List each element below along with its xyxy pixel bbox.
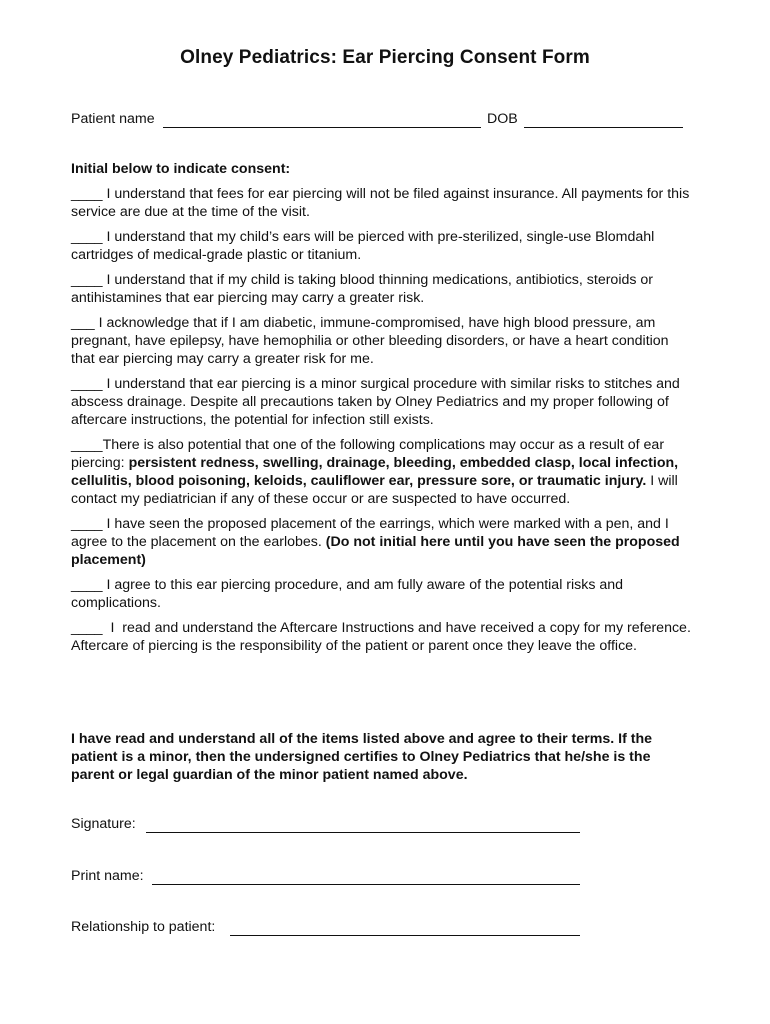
initial-blank[interactable]: ____ [71, 620, 103, 636]
consent-text: I read and understand the Aftercare Instructions and have received a copy for my reference. Aftercare of piercing is the responsibility of the patient or parent once they leave the office. [71, 620, 695, 654]
consent-item-placement [71, 515, 696, 569]
initial-blank[interactable]: ____ [71, 516, 103, 532]
consent-text: I agree to this ear piercing procedure, and am fully aware of the potential risks and complications. [71, 577, 624, 611]
consent-text: I acknowledge that if I am diabetic, immune-compromised, have high blood pressure, am pregnant, have epilepsy, have hemophilia or other bleeding disorders, or have a heart condition that ear piercing may carry a greater risk for me. [71, 315, 669, 367]
consent-text: I have seen the proposed placement of the earrings, which were marked with a pen, and I agree to the placement on the earlobes. [71, 516, 669, 550]
consent-item [71, 375, 696, 429]
placement-warning: (Do not initial here until you have seen the proposed placement) [71, 534, 680, 568]
dob-field[interactable] [524, 127, 683, 128]
print-name-row [71, 868, 591, 890]
consent-text: I understand that fees for ear piercing will not be filed against insurance. All payments for this service are due at the time of the visit. [71, 186, 690, 220]
signature-label: Signature: [71, 816, 136, 832]
consent-items [71, 160, 696, 662]
consent-item [71, 271, 696, 307]
consent-item [71, 619, 696, 655]
consent-text: I will contact my pediatrician if any of these occur or are suspected to have occurred. [71, 473, 678, 507]
print-name-label: Print name: [71, 868, 144, 884]
initial-blank[interactable]: ____ [71, 186, 103, 202]
consent-text: I understand that ear piercing is a minor surgical procedure with similar risks to stitches and abscess drainage. Despite all precautions taken by Olney Pediatrics and my proper following of aftercare instructions, the potential for infection still exists. [71, 376, 680, 428]
consent-text: I understand that my child’s ears will be pierced with pre-sterilized, single-use Blomdahl cartridges of medical-grade plastic or titanium. [71, 229, 655, 263]
print-name-field[interactable] [152, 884, 580, 885]
patient-name-field[interactable] [163, 127, 481, 128]
signature-field[interactable] [146, 832, 580, 833]
signature-row [71, 816, 591, 838]
initial-blank[interactable]: ____ [71, 229, 103, 245]
patient-info-row [71, 111, 701, 131]
complications-list: persistent redness, swelling, drainage, bleeding, embedded clasp, local infection, cellulitis, blood poisoning, keloids, cauliflower ear, pressure sore, or traumatic injury. [71, 455, 679, 489]
relationship-label: Relationship to patient: [71, 919, 216, 935]
consent-intro: Initial below to indicate consent: [71, 161, 291, 177]
dob-label: DOB [487, 111, 518, 127]
consent-text: I understand that if my child is taking blood thinning medications, antibiotics, steroids or antihistamines that ear piercing may carry a greater risk. [71, 272, 654, 306]
consent-item [71, 228, 696, 264]
consent-item [71, 314, 696, 368]
patient-name-label: Patient name [71, 111, 155, 127]
relationship-field[interactable] [230, 935, 580, 936]
initial-blank[interactable]: ____ [71, 437, 103, 453]
form-title: Olney Pediatrics: Ear Piercing Consent Form [180, 47, 590, 68]
consent-item [71, 576, 696, 612]
consent-item [71, 185, 696, 221]
initial-blank[interactable]: ____ [71, 272, 103, 288]
initial-blank[interactable]: ____ [71, 376, 103, 392]
closing-statement: I have read and understand all of the items listed above and agree to their terms. If the patient is a minor, then the undersigned certifies to Olney Pediatrics that he/she is the parent or legal guardian of the minor patient named above. [71, 731, 653, 783]
relationship-row [71, 919, 591, 941]
consent-text: There is also potential that one of the following complications may occur as a result of ear piercing: [71, 437, 665, 471]
consent-item-complications [71, 436, 696, 508]
initial-blank[interactable]: ___ [71, 315, 95, 331]
initial-blank[interactable]: ____ [71, 577, 103, 593]
